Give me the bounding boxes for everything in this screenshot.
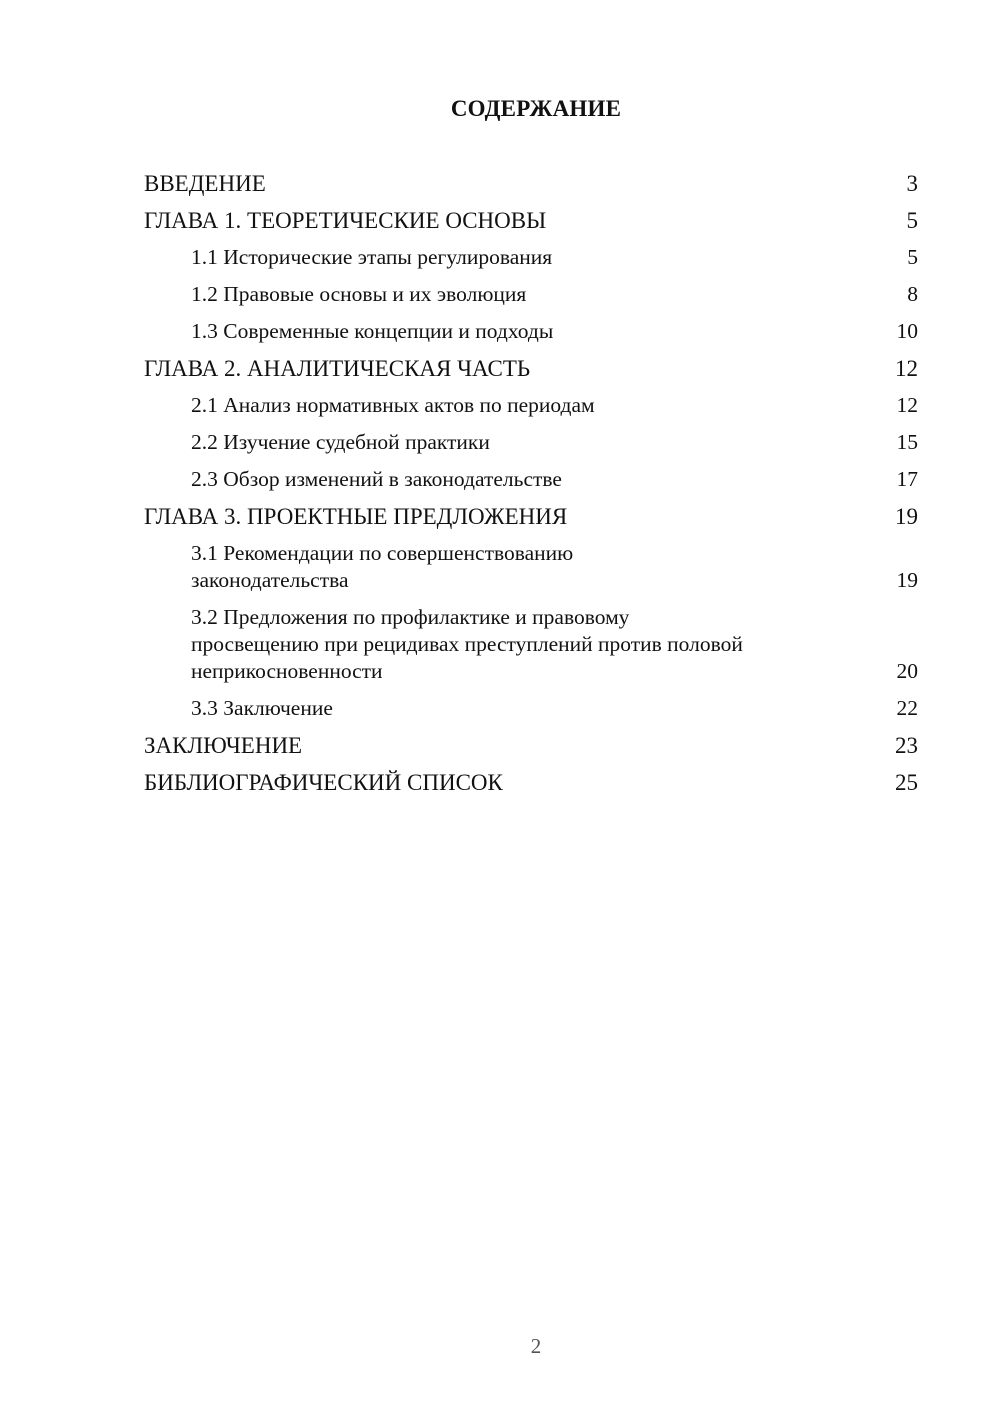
toc-entry-title: 2.1 Анализ нормативных актов по периодам (191, 393, 595, 417)
toc-entry-page: 8 (907, 282, 918, 306)
toc-entry-page: 5 (907, 245, 918, 269)
toc-entry-title: 3.3 Заключение (191, 696, 333, 720)
toc-entry-title: ЗАКЛЮЧЕНИЕ (144, 733, 303, 758)
toc-entry-page: 22 (896, 696, 918, 720)
toc-entry-title: 1.3 Современные концепции и подходы (191, 319, 554, 343)
toc-entry[interactable] (144, 355, 918, 382)
toc-entry-page: 3 (906, 171, 918, 196)
toc-entry-title: БИБЛИОГРАФИЧЕСКИЙ СПИСОК (144, 770, 503, 795)
toc-entry-title: 2.2 Изучение судебной практики (191, 430, 490, 454)
toc-entry-page: 20 (896, 659, 918, 683)
toc-entry[interactable] (144, 769, 918, 796)
toc-subentry[interactable] (144, 244, 918, 271)
toc-entry[interactable] (144, 207, 918, 234)
toc-subentry[interactable] (144, 318, 918, 345)
page-title: СОДЕРЖАНИЕ (450, 96, 622, 121)
toc-entry-title: 1.1 Исторические этапы регулирования (191, 245, 553, 269)
toc-entry[interactable] (144, 170, 918, 197)
toc-entry-page: 25 (895, 770, 918, 795)
toc-entry-page: 15 (896, 430, 918, 454)
table-of-contents (144, 170, 918, 806)
toc-entry-page: 12 (895, 356, 918, 381)
toc-entry-title: ГЛАВА 3. ПРОЕКТНЫЕ ПРЕДЛОЖЕНИЯ (144, 504, 568, 529)
toc-subentry[interactable] (144, 429, 918, 456)
toc-subentry[interactable] (144, 540, 918, 594)
toc-entry-title: ГЛАВА 2. АНАЛИТИЧЕСКАЯ ЧАСТЬ (144, 356, 531, 381)
toc-entry-title: ГЛАВА 1. ТЕОРЕТИЧЕСКИЕ ОСНОВЫ (144, 208, 547, 233)
toc-subentry[interactable] (144, 604, 918, 685)
toc-subentry[interactable] (144, 466, 918, 493)
page-number: 2 (530, 1334, 542, 1358)
toc-entry-title: 3.2 Предложения по профилактике и правовому просвещению при рецидивах преступлений против половой неприкосновенности (191, 605, 743, 683)
toc-subentry[interactable] (144, 281, 918, 308)
toc-entry-page: 17 (896, 467, 918, 491)
toc-entry-title: ВВЕДЕНИЕ (144, 171, 266, 196)
toc-subentry[interactable] (144, 392, 918, 419)
toc-subentry[interactable] (144, 695, 918, 722)
toc-entry-title: 2.3 Обзор изменений в законодательстве (191, 467, 562, 491)
toc-entry-title: 1.2 Правовые основы и их эволюция (191, 282, 527, 306)
toc-entry-page: 19 (895, 504, 918, 529)
toc-entry-page: 19 (896, 568, 918, 592)
toc-entry[interactable] (144, 503, 918, 530)
toc-entry-page: 12 (896, 393, 918, 417)
toc-entry-page: 23 (895, 733, 918, 758)
toc-entry[interactable] (144, 732, 918, 759)
toc-entry-page: 10 (896, 319, 918, 343)
toc-entry-page: 5 (906, 208, 918, 233)
toc-entry-title: 3.1 Рекомендации по совершенствованию законодательства (191, 541, 574, 592)
